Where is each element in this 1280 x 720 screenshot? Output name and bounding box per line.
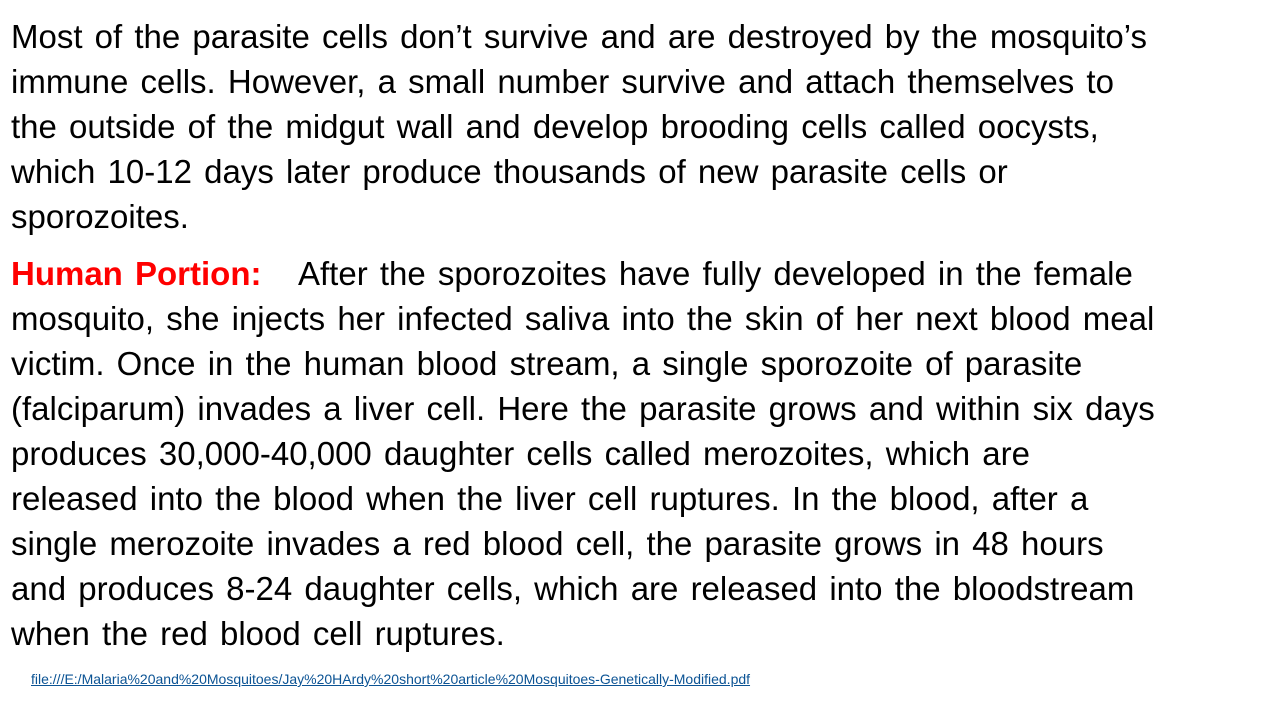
paragraph-mosquito-portion: [11, 14, 1273, 239]
text-line: which 10-12 days later produce thousands of new parasite cells or: [11, 153, 1008, 190]
text-line: and produces 8-24 daughter cells, which are released into the bloodstream: [11, 570, 1135, 607]
text-line: victim. Once in the human blood stream, a single sporozoite of parasite: [11, 345, 1083, 382]
heading-gap: [261, 255, 298, 292]
section-heading-human-portion: Human Portion:: [11, 255, 262, 292]
text-line: sporozoites.: [11, 198, 189, 235]
text-line-first-rest: After the sporozoites have fully developed in the female: [298, 255, 1133, 292]
text-line: immune cells. However, a small number survive and attach themselves to: [11, 63, 1114, 100]
text-line: when the red blood cell ruptures.: [11, 615, 505, 652]
text-line: released into the blood when the liver cell ruptures. In the blood, after a: [11, 480, 1089, 517]
source-file-link[interactable]: file:///E:/Malaria%20and%20Mosquitoes/Jay%20HArdy%20short%20article%20Mosquitoes-Genetically-Modified.pdf: [31, 671, 751, 687]
text-line: the outside of the midgut wall and develop brooding cells called oocysts,: [11, 108, 1099, 145]
text-line: single merozoite invades a red blood cell, the parasite grows in 48 hours: [11, 525, 1104, 562]
paragraph-human-portion: [11, 251, 1273, 656]
text-line-first: [11, 251, 1273, 296]
text-line: mosquito, she injects her infected saliva into the skin of her next blood meal: [11, 300, 1155, 337]
text-line: (falciparum) invades a liver cell. Here the parasite grows and within six days: [11, 390, 1155, 427]
text-line: produces 30,000-40,000 daughter cells called merozoites, which are: [11, 435, 1030, 472]
text-line: Most of the parasite cells don’t survive and are destroyed by the mosquito’s: [11, 18, 1147, 55]
